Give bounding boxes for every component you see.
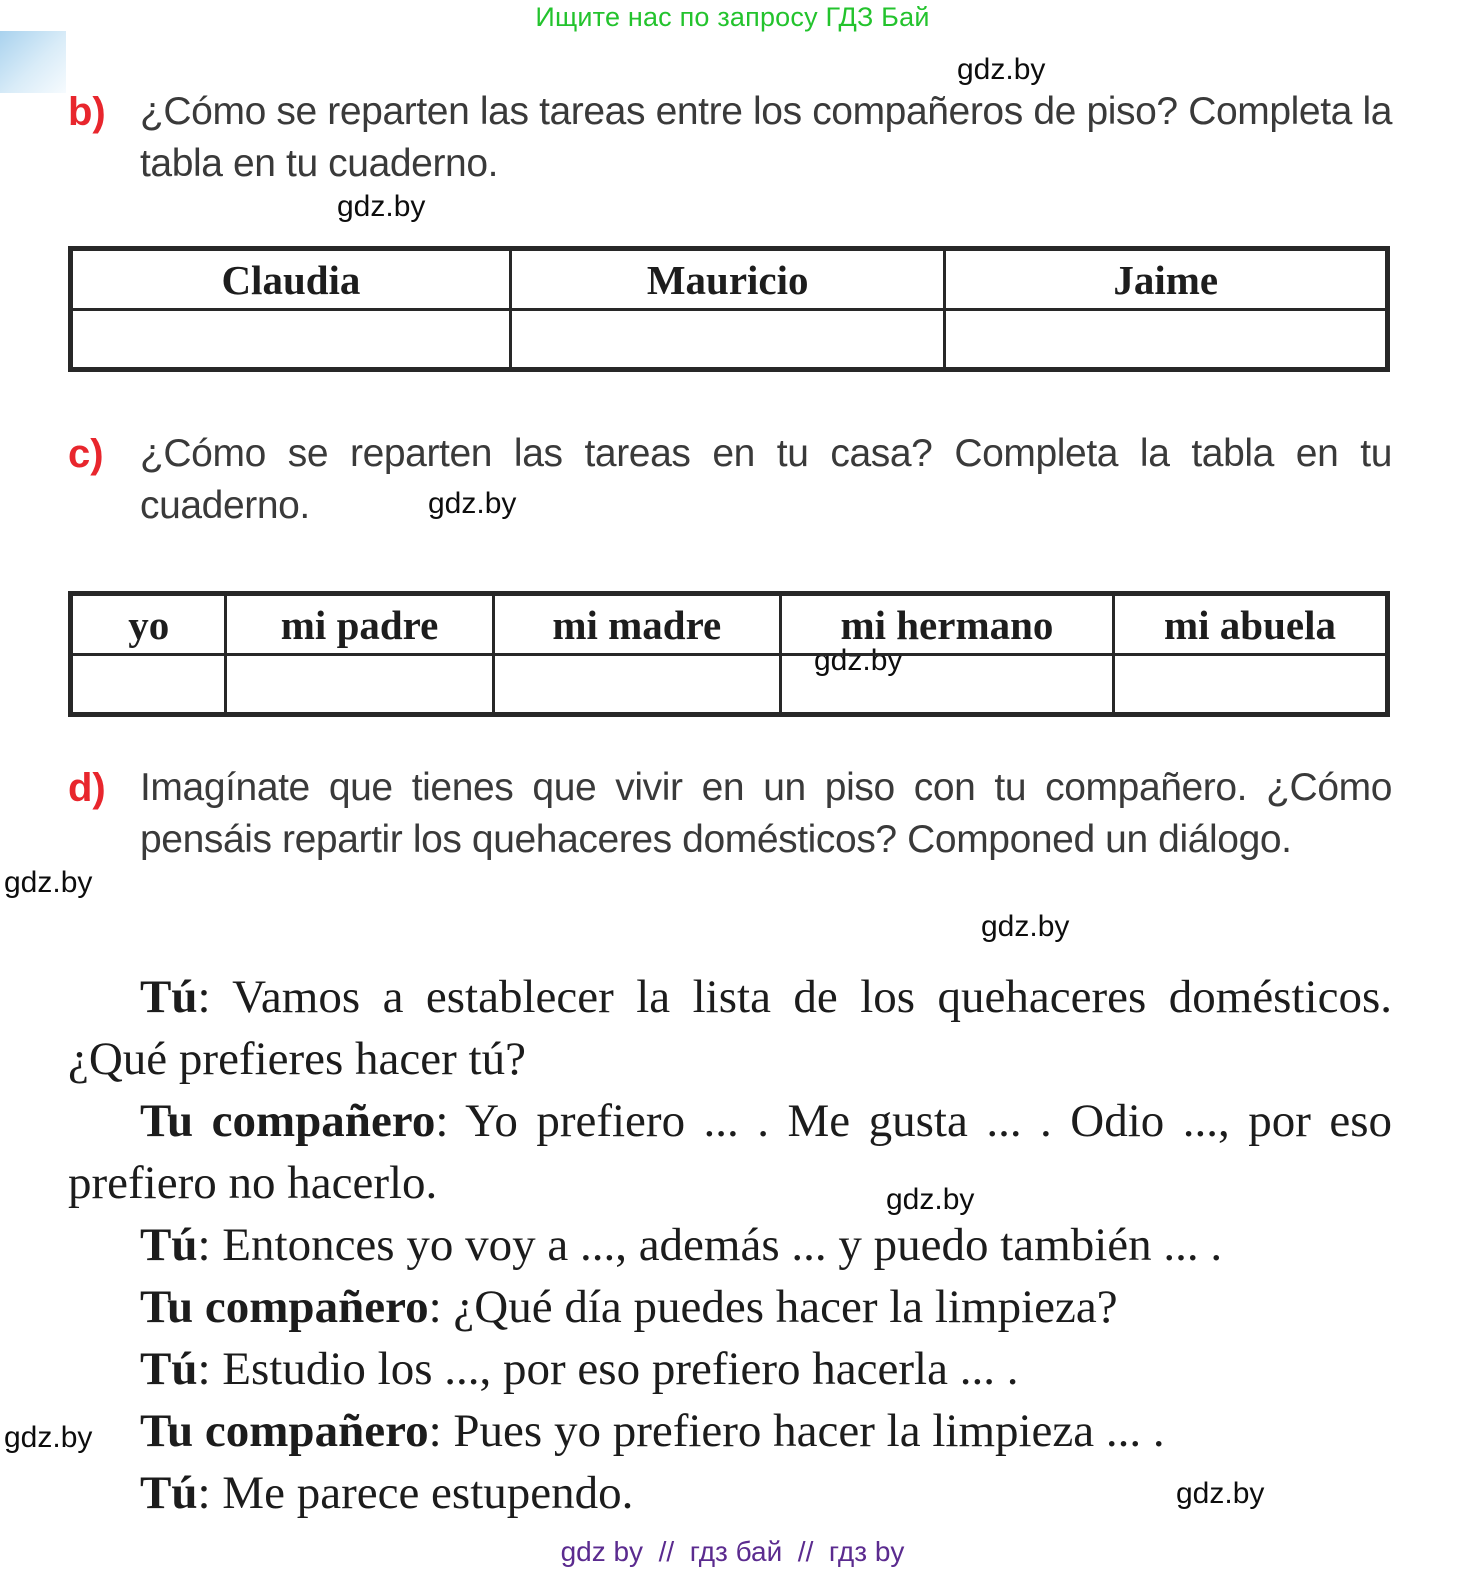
exercise-c-label: c) xyxy=(68,432,104,476)
dialogue-turn xyxy=(68,1276,1392,1338)
dialogue-turn xyxy=(68,1400,1392,1462)
table-header-cell: mi hermano xyxy=(780,594,1113,655)
exercise-d-label: d) xyxy=(68,766,106,810)
table-empty-cell xyxy=(510,310,945,370)
table-empty-cell xyxy=(493,655,780,715)
watermark: gdz.by xyxy=(4,866,93,899)
dialogue-block xyxy=(68,966,1392,1524)
turn-text: : Vamos a establecer la lista de los quehaceres domésticos. ¿Qué prefieres hacer tú? xyxy=(68,971,1392,1085)
speaker-name: Tu compañero xyxy=(140,1405,429,1457)
table-header-cell: mi padre xyxy=(226,594,493,655)
turn-text: : Entonces yo voy a ..., además ... y puedo también ... . xyxy=(197,1219,1223,1271)
exercise-c-text: ¿Cómo se reparten las tareas en tu casa? Completa la tabla en tu cuaderno. xyxy=(140,432,1392,527)
table-empty-cell xyxy=(945,310,1388,370)
watermark: gdz.by xyxy=(428,487,517,520)
exercise-b-label: b) xyxy=(68,90,106,134)
table-empty-cell xyxy=(226,655,493,715)
table-row xyxy=(71,655,1388,715)
speaker-name: Tú xyxy=(140,1467,198,1519)
table-empty-cell xyxy=(1114,655,1388,715)
speaker-name: Tu compañero xyxy=(140,1281,429,1333)
watermark: gdz.by xyxy=(886,1183,975,1216)
dialogue-turn xyxy=(68,1462,1392,1524)
family-table xyxy=(68,591,1390,717)
speaker-name: Tú xyxy=(140,971,198,1023)
table-row xyxy=(71,310,1388,370)
dialogue-turn xyxy=(68,966,1392,1090)
dialogue-turn xyxy=(68,1214,1392,1276)
table-header-cell: Claudia xyxy=(71,249,511,310)
table-header-cell: mi abuela xyxy=(1114,594,1388,655)
table-header-cell: yo xyxy=(71,594,226,655)
flatmates-table xyxy=(68,246,1390,372)
speaker-name: Tú xyxy=(140,1219,198,1271)
exercise-d-text: Imagínate que tienes que vivir en un piso con tu compañero. ¿Cómo pensáis repartir los quehaceres domésticos? Componed un diálogo. xyxy=(140,766,1392,861)
exercise-b-text: ¿Cómo se reparten las tareas entre los compañeros de piso? Completa la tabla en tu cuaderno. xyxy=(140,90,1392,185)
speaker-name: Tu compañero xyxy=(140,1095,436,1147)
turn-text: : Pues yo prefiero hacer la limpieza ... . xyxy=(428,1405,1165,1457)
table-empty-cell xyxy=(71,310,511,370)
watermark: gdz.by xyxy=(337,190,426,223)
table-empty-cell xyxy=(71,655,226,715)
turn-text: : ¿Qué día puedes hacer la limpieza? xyxy=(428,1281,1118,1333)
turn-text: : Yo prefiero ... . Me gusta ... . Odio ..., por eso prefiero no hacerlo. xyxy=(68,1095,1393,1209)
turn-text: : Estudio los ..., por eso prefiero hacerla ... . xyxy=(197,1343,1019,1395)
dialogue-turn xyxy=(68,1338,1392,1400)
corner-highlight xyxy=(0,31,66,93)
speaker-name: Tú xyxy=(140,1343,198,1395)
promo-banner: Ищите нас по запросу ГДЗ Бай xyxy=(535,2,930,32)
table-header-cell: Jaime xyxy=(945,249,1388,310)
turn-text: : Me parece estupendo. xyxy=(197,1467,634,1519)
table-empty-cell xyxy=(780,655,1113,715)
watermark: gdz.by xyxy=(4,1421,93,1454)
table-header-cell: Mauricio xyxy=(510,249,945,310)
footer-banner: gdz by // гдз бай // гдз by xyxy=(560,1536,905,1567)
dialogue-turn xyxy=(68,1090,1392,1214)
watermark: gdz.by xyxy=(981,910,1070,943)
watermark: gdz.by xyxy=(814,644,903,677)
watermark: gdz.by xyxy=(1176,1477,1265,1510)
table-header-cell: mi madre xyxy=(493,594,780,655)
watermark: gdz.by xyxy=(957,53,1046,86)
